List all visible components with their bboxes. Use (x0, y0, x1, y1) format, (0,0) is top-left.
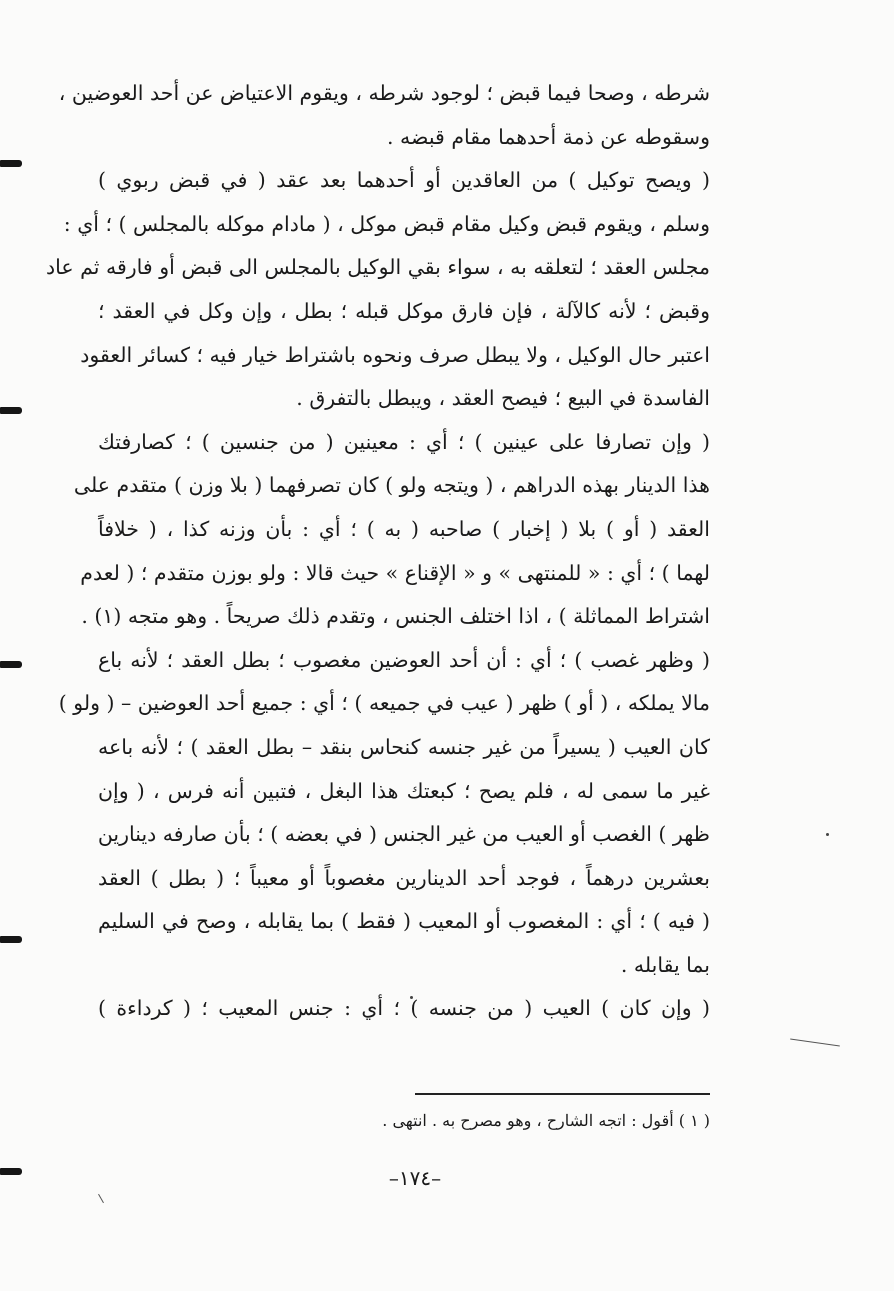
text-line: الفاسدة في البيع ؛ فيصح العقد ، ويبطل بالتفرق . (296, 386, 710, 411)
text-line: هذا الدينار بهذه الدراهم ، ( ويتجه ولو ) كان تصرفهما ( بلا وزن ) متقدم على (73, 473, 710, 498)
margin-mark (0, 936, 22, 943)
text-line: غير ما سمى له ، فلم يصح ؛ كبعتك هذا البغل ، فتبين أنه فرس ، ( وإن (98, 778, 710, 803)
text-line: ( وإن تصارفا على عينين ) ؛ أي : معينين ( من جنسين ) ؛ كصارفتك (98, 429, 710, 454)
text-line: اعتبر حال الوكيل ، ولا يبطل صرف ونحوه باشتراط خيار فيه ؛ كسائر العقود (80, 342, 710, 367)
text-line: كان العيب ( يسيراً من غير جنسه كنحاس بنقد – بطل العقد ) ؛ لأنه باعه (98, 734, 710, 759)
text-line: اشتراط المماثلة ) ، اذا اختلف الجنس ، وتقدم ذلك صريحاً . وهو متجه (١) . (81, 604, 710, 629)
scan-stroke (98, 1194, 104, 1203)
margin-mark (0, 407, 22, 414)
text-line: ( وإن كان ) العيب ( من جنسه ) ؛ أي : جنس المعيب ؛ ( كرداءة ) (98, 996, 710, 1021)
footnote: ( ١ ) أقول : اتجه الشارح ، وهو مصرح به . انتهى . (382, 1111, 710, 1130)
text-line: ( ويصح توكيل ) من العاقدين أو أحدهما بعد عقد ( في قبض ربوي ) (98, 168, 710, 193)
margin-mark (0, 661, 22, 668)
text-line: مالا يملكه ، ( أو ) ظهر ( عيب في جميعه ) ؛ أي : جميع أحد العوضين – ( ولو ) (58, 691, 710, 716)
margin-mark (0, 160, 22, 167)
text-line: وسلم ، ويقوم قبض وكيل مقام قبض موكل ، ( مادام موكله بالمجلس ) ؛ أي : (63, 211, 710, 236)
text-line: مجلس العقد ؛ لتعلقه به ، سواء بقي الوكيل بالمجلس الى قبض أو فارقه ثم عاد (45, 255, 710, 280)
page-number: –١٧٤– (388, 1166, 442, 1190)
text-line: ( وظهر غصب ) ؛ أي : أن أحد العوضين مغصوب ؛ بطل العقد ؛ لأنه باع (98, 647, 710, 672)
body-text (45, 72, 710, 1031)
text-line: بما يقابله . (620, 952, 710, 977)
margin-mark (0, 1168, 22, 1175)
text-line: ( فيه ) ؛ أي : المغصوب أو المعيب ( فقط ) بما يقابله ، وصح في السليم (98, 909, 710, 934)
text-line: وسقوطه عن ذمة أحدهما مقام قبضه . (387, 124, 710, 149)
text-line: العقد ( أو ) بلا ( إخبار ) صاحبه ( به ) ؛ أي : بأن وزنه كذا ، ( خلافاً (98, 516, 710, 541)
footnote-rule (415, 1093, 710, 1095)
text-line: وقبض ؛ لأنه كالآلة ، فإن فارق موكل قبله ؛ بطل ، وإن وكل في العقد ؛ (98, 298, 710, 323)
scan-speck (826, 833, 829, 836)
text-line: شرطه ، وصحا فيما قبض ؛ لوجود شرطه ، ويقوم الاعتياض عن أحد العوضين ، (58, 81, 710, 105)
text-line: بعشرين درهماً ، فوجد أحد الدينارين مغصوباً أو معيباً ؛ ( بطل ) العقد (98, 865, 710, 890)
text-line: لهما ) ؛ أي : « للمنتهى » و « الإقناع » حيث قالا : ولو بوزن متقدم ؛ ( لعدم (80, 560, 710, 585)
text-line: ظهر ) الغصب أو العيب من غير الجنس ( في بعضه ) ؛ بأن صارفه دينارين (97, 822, 710, 847)
scan-stroke (790, 1039, 840, 1047)
